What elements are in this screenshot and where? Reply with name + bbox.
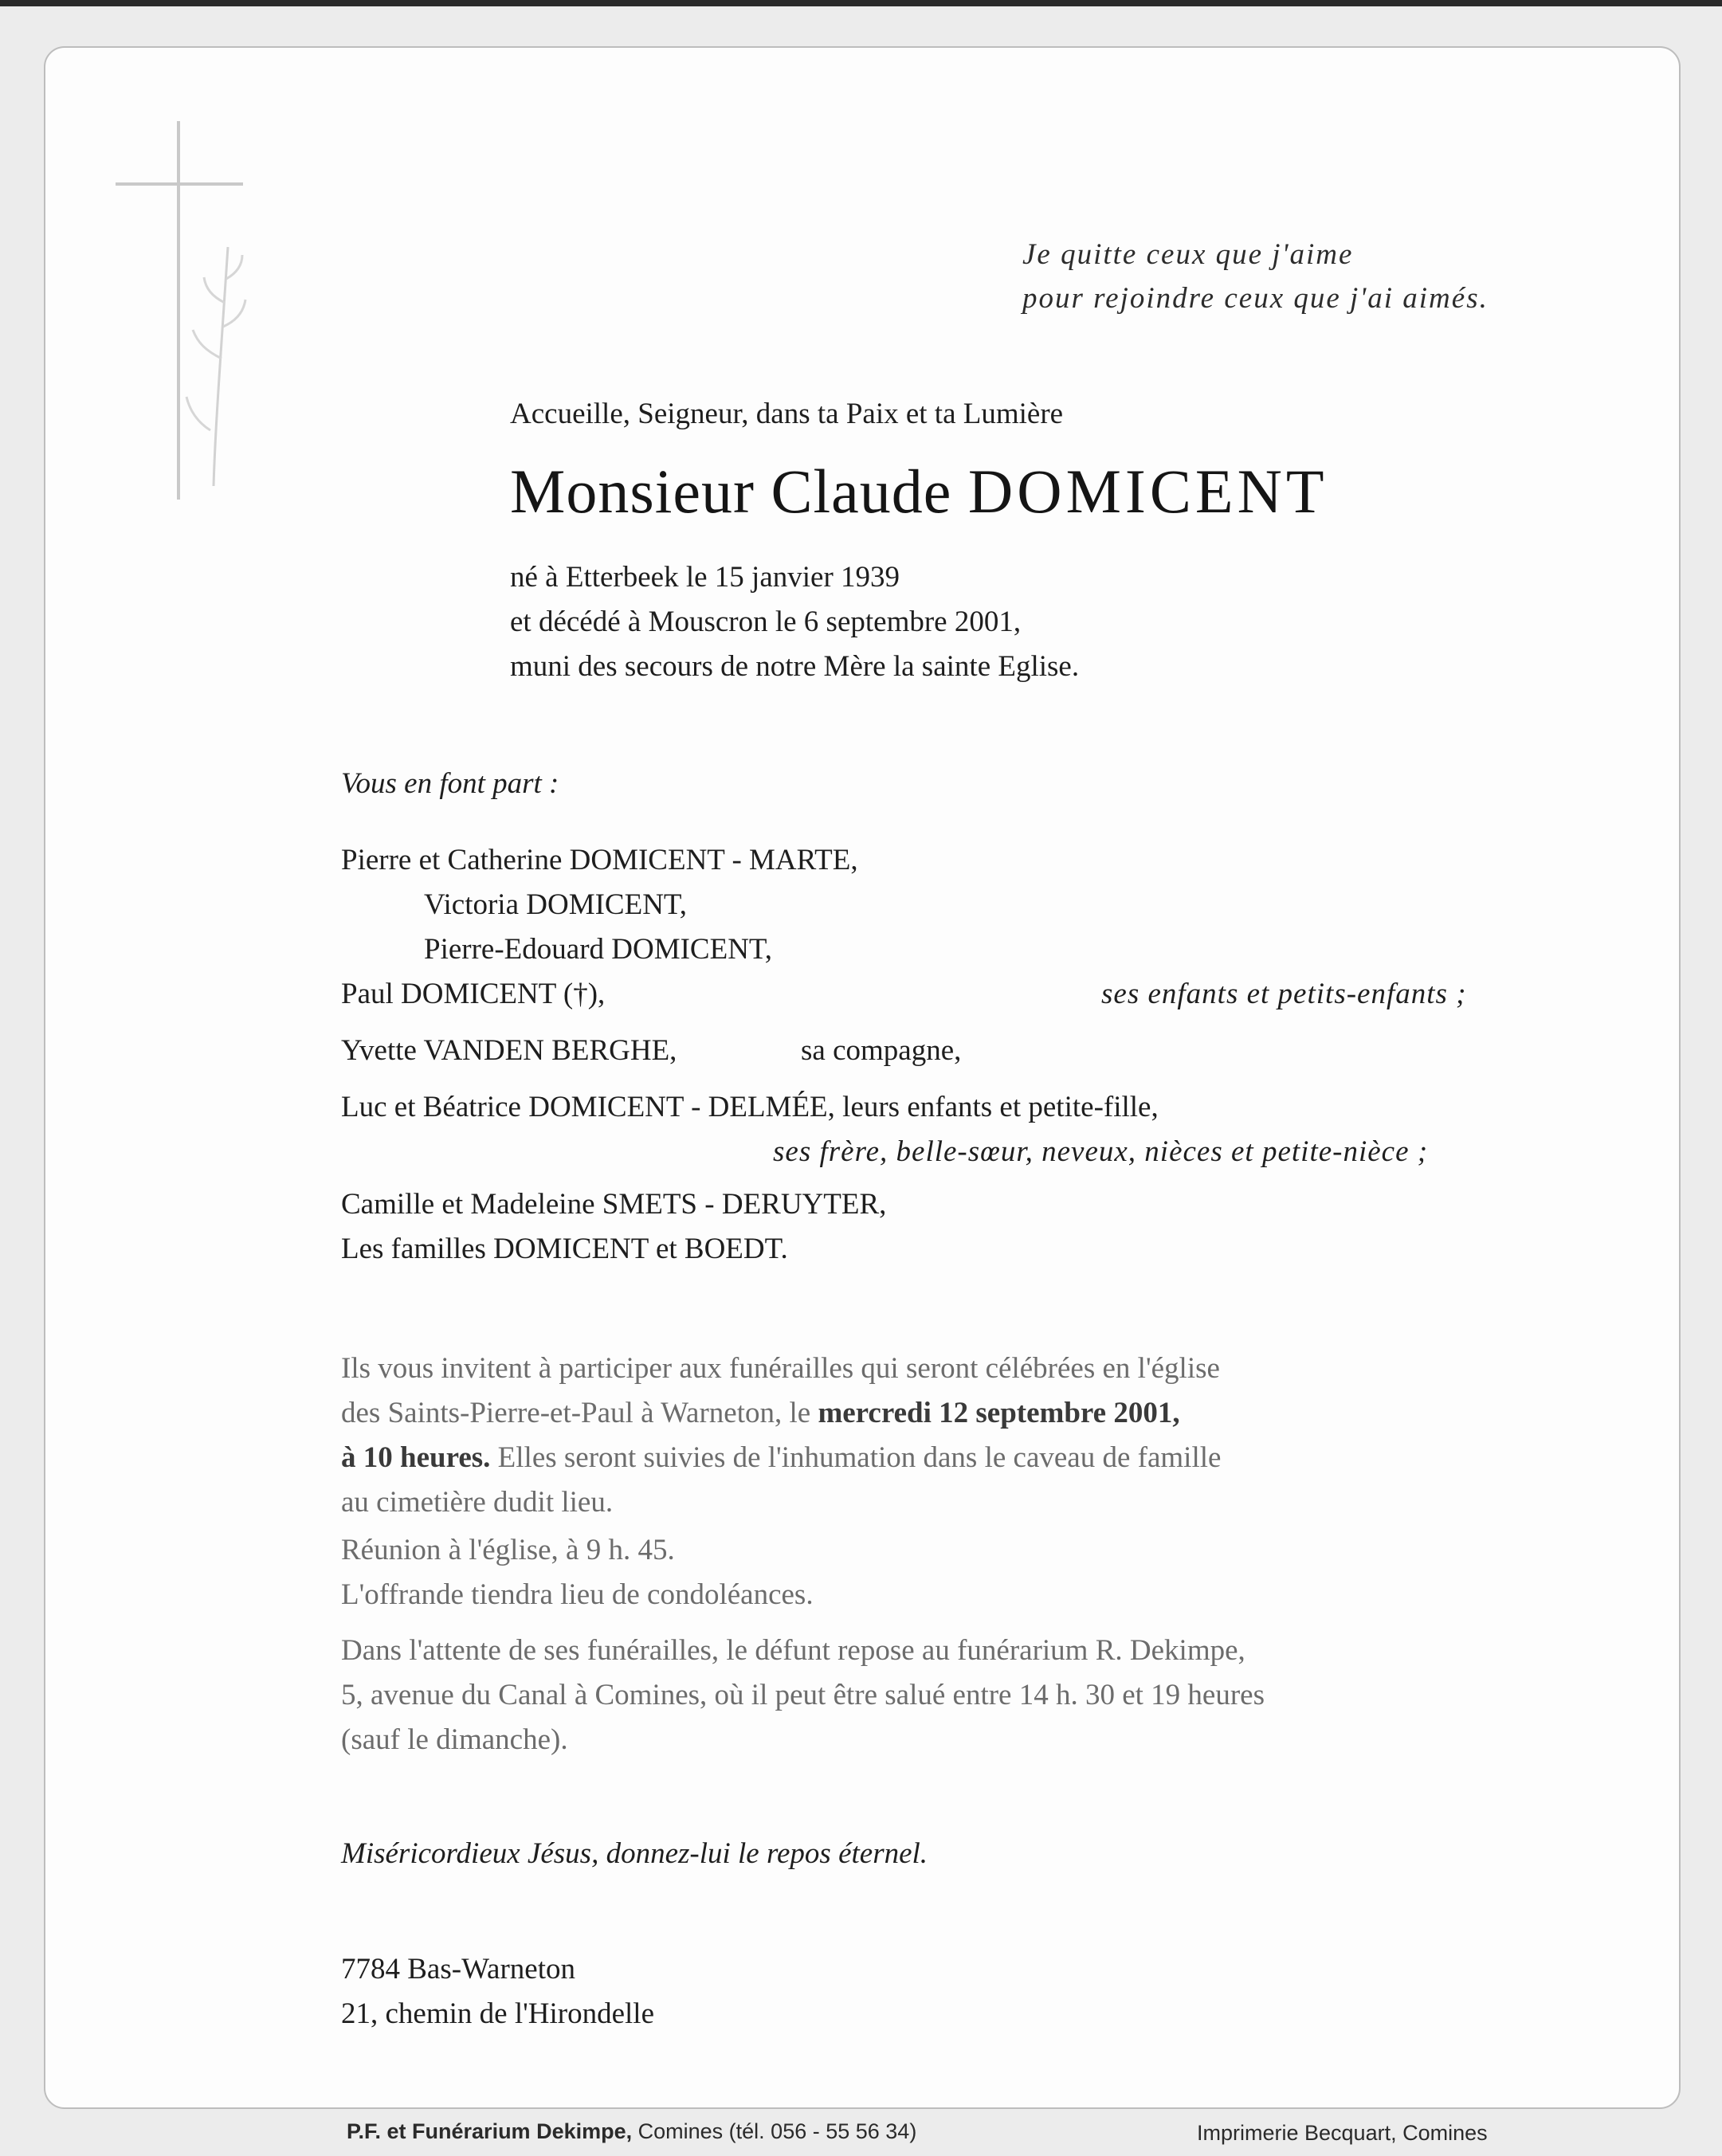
- cross-horizontal: [116, 182, 243, 186]
- relation-siblings: ses frère, belle-sœur, neveux, nièces et petite-nièce ;: [773, 1135, 1429, 1168]
- undertaker-credit: [347, 2119, 916, 2144]
- death-line: et décédé à Mouscron le 6 septembre 2001,: [510, 606, 1022, 638]
- announcer-line: Pierre et Catherine DOMICENT - MARTE,: [341, 844, 858, 876]
- funeral-text-part: des Saints-Pierre-et-Paul à Warneton, le: [341, 1397, 818, 1429]
- closing-prayer: Miséricordieux Jésus, donnez-lui le repos éternel.: [341, 1837, 928, 1870]
- announcer-line: Luc et Béatrice DOMICENT - DELMÉE, leurs enfants et petite-fille,: [341, 1091, 1159, 1123]
- cross-vertical: [177, 121, 180, 500]
- announcers-intro: Vous en font part :: [341, 767, 559, 800]
- funeral-time: à 10 heures.: [341, 1441, 491, 1474]
- gathering-line: Réunion à l'église, à 9 h. 45.: [341, 1534, 675, 1566]
- epigraph-line-2: pour rejoindre ceux que j'ai aimés.: [1022, 282, 1489, 315]
- sacrament-line: muni des secours de notre Mère la sainte Eglise.: [510, 650, 1080, 683]
- visitation-line: Dans l'attente de ses funérailles, le défunt repose au funérarium R. Dekimpe,: [341, 1634, 1245, 1667]
- deceased-name: [510, 456, 1328, 527]
- offering-line: L'offrande tiendra lieu de condoléances.: [341, 1578, 814, 1611]
- deceased-surname: DOMICENT: [967, 457, 1328, 526]
- funeral-date: mercredi 12 septembre 2001,: [818, 1397, 1180, 1429]
- relation-companion: sa compagne,: [801, 1034, 962, 1067]
- funeral-card: [44, 46, 1681, 2109]
- funeral-text-line: [341, 1396, 1180, 1430]
- funeral-text-line: Ils vous invitent à participer aux funérailles qui seront célébrées en l'église: [341, 1352, 1220, 1385]
- undertaker-contact: Comines (tél. 056 - 55 56 34): [632, 2119, 917, 2143]
- deceased-first-name: Monsieur Claude: [510, 457, 952, 526]
- visitation-line: 5, avenue du Canal à Comines, où il peut être salué entre 14 h. 30 et 19 heures: [341, 1679, 1265, 1711]
- funeral-text-line: au cimetière dudit lieu.: [341, 1486, 614, 1519]
- birth-line: né à Etterbeek le 15 janvier 1939: [510, 561, 900, 594]
- printer-credit: Imprimerie Becquart, Comines: [1197, 2121, 1488, 2145]
- epigraph-line-1: Je quitte ceux que j'aime: [1022, 238, 1354, 271]
- address-line-1: 7784 Bas-Warneton: [341, 1953, 575, 1985]
- visitation-line: (sauf le dimanche).: [341, 1723, 568, 1756]
- undertaker-name: P.F. et Funérarium Dekimpe,: [347, 2119, 633, 2143]
- page-top-edge: [0, 0, 1722, 6]
- announcer-line: Yvette VANDEN BERGHE,: [341, 1034, 677, 1067]
- announcer-line: Pierre-Edouard DOMICENT,: [424, 933, 773, 966]
- announcer-line: Paul DOMICENT (†),: [341, 978, 606, 1010]
- announcer-line: Les familles DOMICENT et BOEDT.: [341, 1233, 788, 1265]
- address-line-2: 21, chemin de l'Hirondelle: [341, 1997, 654, 2030]
- funeral-text-part: Elles seront suivies de l'inhumation dans le caveau de famille: [490, 1441, 1222, 1474]
- announcer-line: Camille et Madeleine SMETS - DERUYTER,: [341, 1188, 887, 1221]
- announcer-line: Victoria DOMICENT,: [424, 888, 688, 921]
- funeral-text-line: [341, 1441, 1221, 1475]
- relation-children: ses enfants et petits-enfants ;: [1101, 978, 1467, 1010]
- wheat-icon: [182, 231, 253, 494]
- opening-prayer: Accueille, Seigneur, dans ta Paix et ta Lumière: [510, 398, 1064, 430]
